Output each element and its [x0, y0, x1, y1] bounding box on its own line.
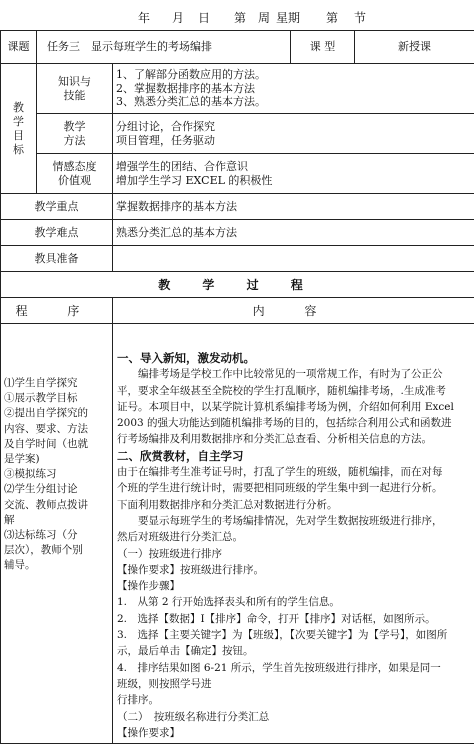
difficulty-row: [1, 220, 474, 246]
attitude-item: 增加学生学习 EXCEL 的积极性: [116, 173, 273, 187]
method-label: [37, 114, 113, 154]
process-method-row: [1, 114, 474, 154]
objectives-char-4: 标: [13, 142, 24, 156]
objectives-char-1: 教: [13, 100, 24, 114]
difficulty-value: 熟悉分类汇总的基本方法: [113, 220, 474, 246]
objectives-label: [1, 64, 37, 194]
procedure-line: 层次），教师个别: [4, 544, 83, 557]
content-line: 2. 选择【数据】Ⅰ【排序】命令，打开【排序】对话框，如图所示。: [117, 612, 436, 625]
type-value: 新授课: [355, 31, 474, 64]
content-line: 下面利用数据排序和分类汇总对数据进行分析。: [117, 498, 338, 511]
content-line: 行排序。: [117, 694, 159, 707]
content-line: 【操作步骤】: [117, 580, 180, 593]
procedure-line: ⑴学生自学探究: [4, 377, 78, 389]
content-line: 班级，则按照学号进: [117, 677, 212, 690]
method-label-line-1: 教学: [63, 120, 86, 133]
knowledge-label-line-2: 技能: [63, 88, 86, 102]
content-line: 2003 的强大功能达到随机编排考场的目的，包括综合利用公式和函数进: [117, 417, 452, 430]
date-header: [0, 0, 474, 30]
prep-row: [1, 246, 474, 272]
month-label: 月: [172, 11, 185, 25]
procedure-column-header: [1, 298, 113, 324]
content-line: （一）按班级进行排序: [117, 547, 222, 560]
procedure-line: 解: [4, 513, 15, 526]
objectives-char-3: 目: [13, 128, 24, 142]
method-item: 项目管理，任务驱动: [116, 133, 215, 147]
content-line: 证号。本项目中，以某学院计算机系编排考场为例，介绍如何利用 Excel: [117, 400, 454, 413]
knowledge-row: [1, 64, 474, 114]
method-item: 分组讨论，合作探究: [116, 120, 215, 133]
content-line: 编排考场是学校工作中比较常见的一项常规工作，有时为了公正公: [138, 368, 443, 381]
week-label: 周: [258, 11, 271, 25]
weekday-label: 星期: [276, 11, 301, 25]
procedure-line: ②提出自学探究的: [4, 407, 88, 420]
process-body-row: [1, 324, 474, 744]
knowledge-item: 1、了解部分函数应用的方法。: [116, 68, 266, 82]
content-line: （二） 按班级名称进行分类汇总: [117, 710, 270, 723]
knowledge-item: 3、熟悉分类汇总的基本方法。: [116, 95, 266, 109]
method-items: [113, 114, 474, 154]
key-point-label: 教学重点: [1, 194, 113, 220]
content-line: 4. 排序结果如图 6-21 所示，学生首先按班级进行排序，如果是同一: [117, 661, 441, 674]
content-line: 行考场编排及利用数据排序和分类汇总查看、分析相关信息的方法。: [117, 433, 432, 446]
content-line: 3. 选择【主要关键字】为【班级】，【次要关键字】为【学号】，如图所: [117, 629, 448, 642]
content-line: 示，最后单击【确定】按钮。: [117, 645, 254, 658]
content-heading: 二、欣赏教材，自主学习: [117, 448, 244, 463]
procedure-line: 交流、教师点拨讲: [4, 498, 88, 511]
attitude-row: [1, 154, 474, 194]
procedure-line: ⑶达标练习（分: [4, 529, 78, 542]
topic-value: 任务三 显示每班学生的考场编排: [37, 31, 291, 64]
prep-value: [113, 246, 474, 272]
content-line: 然后对班级进行分类汇总。: [117, 531, 243, 544]
difficulty-label: 教学难点: [1, 220, 113, 246]
content-line: 【操作要求】按班级进行排序。: [117, 563, 264, 576]
knowledge-items: [113, 64, 474, 114]
procedure-line: 及自学时间（也就: [4, 437, 88, 450]
content-column-label: 内 容: [252, 303, 335, 318]
content-heading: 一、导入新知，激发动机。: [117, 351, 255, 365]
content-line: 个班的学生进行统计时，需要把相同班级的学生集中到一起进行分析。: [117, 482, 443, 495]
week-prefix: 第: [234, 11, 247, 25]
procedure-line: ③模拟练习: [4, 468, 57, 481]
process-title: 教 学 过 程: [1, 272, 474, 298]
procedure-line: 是学案): [4, 453, 40, 466]
attitude-label-line-1: 情感态度: [52, 160, 97, 173]
attitude-label: [37, 154, 113, 194]
content-line: 平，要求全年级甚至全院校的学生打乱顺序，随机编排考场，.生成准考: [117, 384, 446, 397]
topic-row: [1, 31, 474, 64]
content-line: 由于在编排考生准考证号时，打乱了学生的班级，随机编排，而在对每: [117, 466, 443, 479]
procedure-line: 辅导。: [4, 559, 36, 572]
process-content: [113, 324, 474, 744]
period-label: 节: [354, 11, 367, 25]
process-columns-row: [1, 298, 474, 324]
attitude-item: 增强学生的团结、合作意识: [116, 160, 248, 173]
lesson-plan-table: [0, 30, 474, 744]
knowledge-label: [37, 64, 113, 114]
process-title-row: [1, 272, 474, 298]
period-prefix: 第: [326, 11, 339, 25]
day-label: 日: [198, 11, 211, 25]
method-label-line-2: 方法: [63, 133, 86, 147]
objectives-char-2: 学: [13, 114, 24, 128]
knowledge-item: 2、掌握数据排序的基本方法: [116, 81, 255, 95]
content-line: 【操作要求】: [117, 726, 180, 739]
content-line: 要显示每班学生的考场编排情况，先对学生数据按班级进行排序，: [138, 514, 443, 527]
procedure-line: 内容、要求、方法: [4, 422, 88, 435]
topic-label: 课题: [1, 31, 37, 64]
procedure-steps: [1, 324, 113, 744]
key-point-value: 掌握数据排序的基本方法: [113, 194, 474, 220]
knowledge-label-line-1: 知识与: [58, 75, 91, 88]
year-label: 年: [138, 11, 151, 25]
key-point-row: [1, 194, 474, 220]
attitude-items: [113, 154, 474, 194]
content-line: 1. 从第 2 行开始选择表头和所有的学生信息。: [117, 596, 340, 609]
procedure-column-label: 程 序: [15, 303, 98, 318]
prep-label: 教具准备: [1, 246, 113, 272]
procedure-line: ①展示教学目标: [4, 392, 78, 405]
content-column-header: [113, 298, 474, 324]
type-label: 课 型: [291, 31, 355, 64]
procedure-line: ⑵学生分组讨论: [4, 483, 78, 496]
attitude-label-line-2: 价值观: [58, 173, 91, 187]
